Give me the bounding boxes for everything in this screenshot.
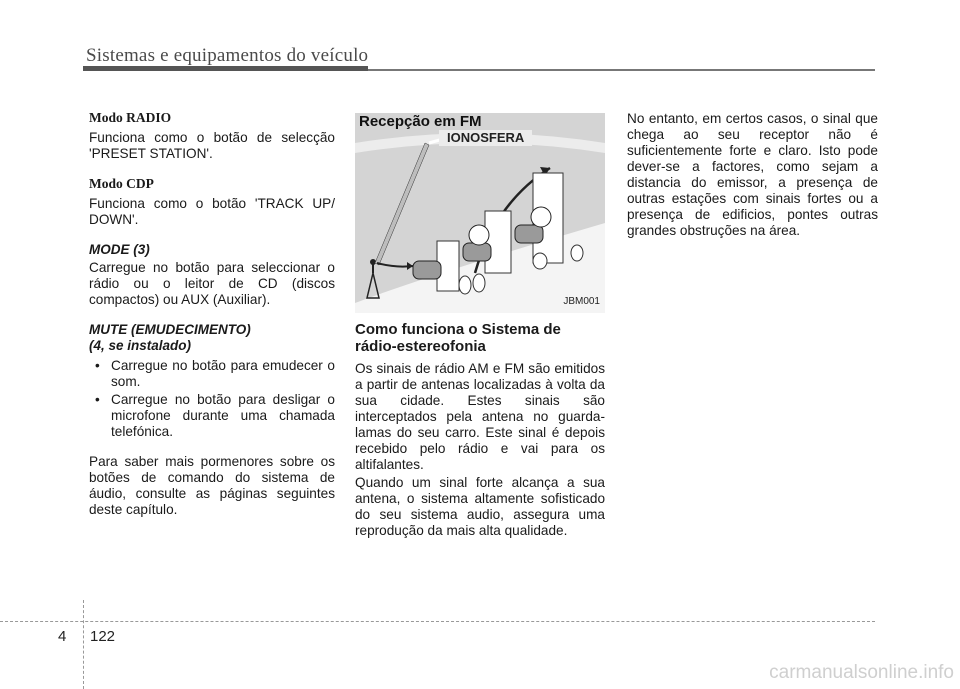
- mute-subheading: (4, se instalado): [89, 338, 192, 353]
- middle-column: [355, 113, 605, 547]
- stereo-paragraph-2: Quando um sinal forte alcança a sua antena, o sistema altamente sofisticado do seu sistema audio, assegura uma reprodução da mais alta qualidade.: [355, 475, 605, 538]
- building: [485, 211, 511, 273]
- header-rule: [368, 69, 875, 71]
- arrowhead-icon: [407, 262, 413, 270]
- figure-code: JBM001: [563, 296, 600, 307]
- bullet-item: • Carregue no botão para emudecer o som.: [89, 358, 335, 390]
- footer-divider: [83, 600, 84, 689]
- antenna-tower-icon: [367, 259, 379, 298]
- stereo-paragraph-1: Os sinais de rádio AM e FM são emitidos a partir de antenas localizadas à volta da sua cidade. Estes sinais são interceptados pela antena no guarda-lamas do seu carro. Este sinal é depois recebido pelo rádio e vai para os altifalantes.: [355, 361, 605, 472]
- fm-reception-figure: [355, 113, 605, 313]
- car: [515, 225, 543, 243]
- header-bar: [83, 66, 368, 71]
- car: [463, 243, 491, 261]
- signal-beam: [375, 143, 429, 265]
- page-number: 122: [90, 628, 116, 645]
- closing-paragraph: Para saber mais pormenores sobre os botões de comando do sistema de áudio, consulte as páginas seguintes deste capítulo.: [89, 454, 335, 517]
- right-column: [627, 111, 878, 247]
- mode-button-text: Carregue no botão para seleccionar o rádio ou o leitor de CD (discos compactos) ou AUX (Auxiliar).: [89, 260, 335, 307]
- footer-rule: [0, 621, 875, 622]
- page-header-title: Sistemas e equipamentos do veículo: [86, 45, 369, 66]
- bullet-item: • Carregue no botão para desligar o microfone durante uma chamada telefónica.: [89, 392, 335, 440]
- section-heading: Como funciona o Sistema de rádio-estereofonia: [355, 321, 561, 355]
- noise-icon: [531, 207, 551, 227]
- ionosphere-label: IONOSFERA: [439, 130, 532, 146]
- car: [413, 261, 441, 279]
- figure-title: Recepção em FM: [359, 113, 482, 130]
- cdp-mode-heading: Modo CDP: [89, 176, 154, 191]
- left-column: [89, 110, 335, 526]
- mode-button-heading: MODE (3): [89, 242, 150, 257]
- mute-heading: MUTE (EMUDECIMENTO): [89, 322, 251, 337]
- radio-mode-text: Funciona como o botão de selecção 'PRESET STATION'.: [89, 130, 335, 161]
- radio-mode-heading: Modo RADIO: [89, 110, 172, 125]
- noise-icon: [469, 225, 489, 245]
- reception-paragraph: No entanto, em certos casos, o sinal que chega ao seu receptor não é suficientemente forte e claro. Isto pode dever-se a factores, como sejam a distancia do emissor, a presença de outras estações com sinais fortes ou a presença de edificios, pontes outras grandes obstruções na área.: [627, 111, 878, 238]
- chapter-number: 4: [58, 628, 67, 645]
- watermark: carmanualsonline.info: [769, 662, 954, 683]
- cdp-mode-text: Funciona como o botão 'TRACK UP/ DOWN'.: [89, 196, 335, 227]
